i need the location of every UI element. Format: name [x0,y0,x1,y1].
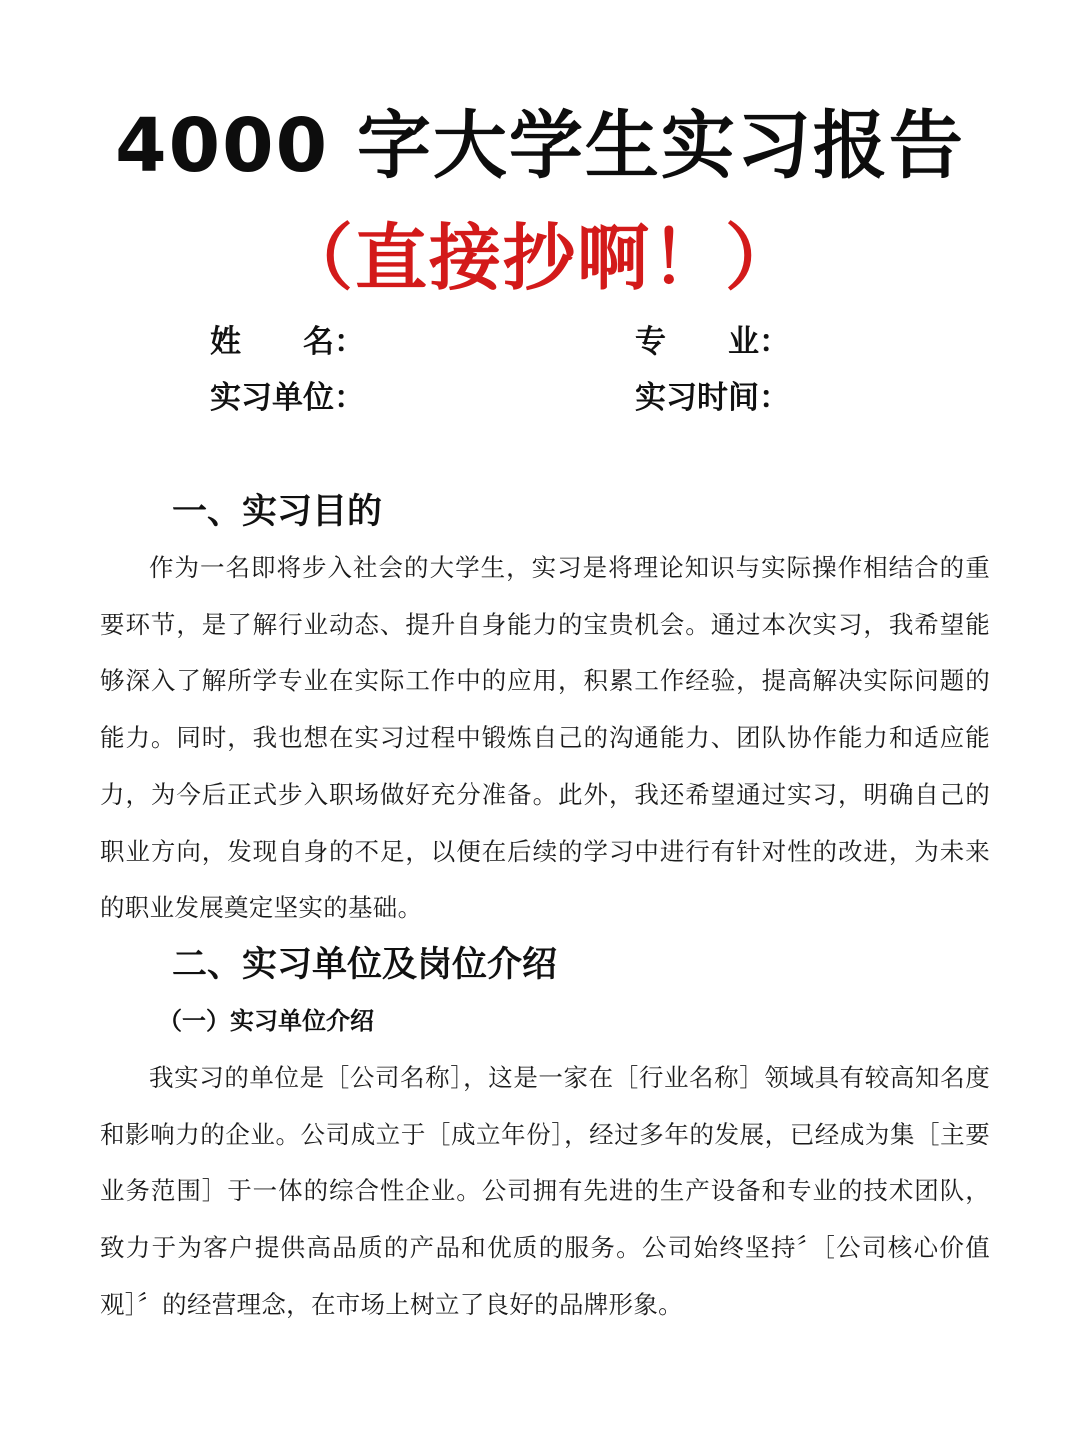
subsection-heading-unit-intro: （一）实习单位介绍 [158,1007,374,1035]
info-row-unit-time [210,374,1010,422]
section-paragraph-purpose: 作为一名即将步入社会的大学生，实习是将理论知识与实际操作相结合的重要环节，是了解行业动态、提升自身能力的宝贵机会。通过本次实习，我希望能够深入了解所学专业在实际工作中的应用，积累工作经验，提高解决实际问题的能力。同时，我也想在实习过程中锻炼自己的沟通能力、团队协作能力和适应能力，为今后正式步入职场做好充分准备。此外，我还希望通过实习，明确自己的职业方向，发现自身的不足，以便在后续的学习中进行有针对性的改进，为未来的职业发展奠定坚实的基础。 [100,553,990,923]
unit-label: 实习单位： [210,380,365,416]
name-label: 姓 名： [210,324,365,360]
time-label: 实习时间： [635,380,790,416]
document-title: 4000 字大学生实习报告 [115,103,965,189]
major-label: 专 业： [635,324,790,360]
section-heading-unit: 二、实习单位及岗位介绍 [172,945,558,985]
document-subtitle: （直接抄啊！） [280,216,799,300]
section-heading-purpose: 一、实习目的 [172,492,383,532]
section-paragraph-unit: 我实习的单位是［公司名称］，这是一家在［行业名称］领域具有较高知名度和影响力的企业。公司成立于［成立年份］，经过多年的发展，已经成为集［主要业务范围］于一体的综合性企业。公司拥有先进的生产设备和专业的技术团队，致力于为客户提供高品质的产品和优质的服务。公司始终坚持〞［公司核心价值观］〞的经营理念，在市场上树立了良好的品牌形象。 [100,1063,990,1319]
info-row-name-major [210,318,1010,366]
